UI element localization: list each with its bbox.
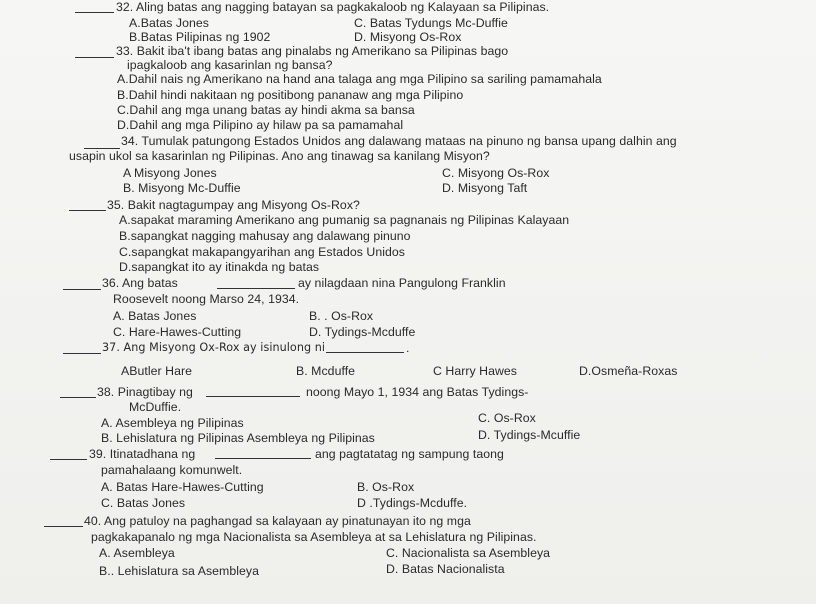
question-38-fill-blank[interactable] bbox=[206, 396, 300, 397]
question-36-choice-b: B. . Os-Rox bbox=[309, 309, 374, 323]
question-37-choice-c: C Harry Hawes bbox=[433, 364, 518, 378]
answer-blank-40[interactable] bbox=[44, 526, 83, 527]
question-34-stem: 34. Tumulak patungong Estados Unidos ang dalawang mataas na pinuno ng bansa upang dalhin ang bbox=[121, 134, 677, 148]
question-33-choice-d: D.Dahil ang mga Pilipino ay hilaw pa sa pamamahal bbox=[117, 118, 404, 132]
question-39-stem-post: ang pagtatatag ng sampung taong bbox=[315, 447, 504, 461]
question-32-choice-c: C. Batas Tydungs Mc-Duffie bbox=[354, 16, 508, 30]
question-33-stem-cont: ipagkaloob ang kasarinlan ng bansa? bbox=[127, 58, 333, 72]
question-35-choice-d: D.sapangkat ito ay itinakda ng batas bbox=[119, 260, 320, 274]
question-38-stem: 38. Pinagtibay ng bbox=[97, 385, 193, 399]
question-35-stem: 35. Bakit nagtagumpay ang Misyong Os-Rox? bbox=[107, 198, 360, 212]
question-38-choice-d: D. Tydings-Mcuffie bbox=[478, 428, 581, 442]
question-39-stem-cont: pamahalaang komunwelt. bbox=[101, 463, 243, 477]
question-34-choice-d: D. Misyong Taft bbox=[442, 181, 528, 195]
answer-blank-36[interactable] bbox=[63, 289, 101, 290]
question-37-choice-a: AButler Hare bbox=[121, 364, 192, 378]
question-36-choice-d: D. Tydings-Mcduffe bbox=[309, 325, 416, 339]
answer-blank-35[interactable] bbox=[69, 210, 106, 211]
question-37-choice-b: B. Mcduffe bbox=[296, 364, 356, 378]
question-39-choice-a: A. Batas Hare-Hawes-Cutting bbox=[101, 480, 264, 494]
question-34-choice-a: A Misyong Jones bbox=[123, 166, 217, 180]
answer-blank-38[interactable] bbox=[60, 397, 96, 398]
question-40-choice-c: C. Nacionalista sa Asembleya bbox=[386, 546, 551, 560]
question-39-choice-b: B. Os-Rox bbox=[357, 480, 415, 494]
question-34-choice-c: C. Misyong Os-Rox bbox=[442, 166, 550, 180]
question-32-choice-a: A.Batas Jones bbox=[129, 16, 209, 30]
question-38-choice-c: C. Os-Rox bbox=[478, 411, 536, 425]
question-38-choice-b: B. Lehislatura ng Pilipinas Asembleya ng Pilipinas bbox=[101, 431, 375, 445]
question-32-choice-b: B.Batas Pilipinas ng 1902 bbox=[129, 30, 271, 44]
question-39-stem: 39. Itinatadhana ng bbox=[89, 447, 196, 461]
question-36-stem-cont: Roosevelt noong Marso 24, 1934. bbox=[113, 292, 300, 306]
question-36-stem-post: ay nilagdaan nina Pangulong Franklin bbox=[298, 276, 506, 290]
question-36-fill-blank[interactable] bbox=[217, 288, 295, 289]
question-40-stem-cont: pagkakapanalo ng mga Nacionalista sa Asembleya at sa Lehislatura ng Pilipinas. bbox=[91, 530, 537, 544]
question-38-stem-post: noong Mayo 1, 1934 ang Batas Tydings- bbox=[306, 385, 529, 399]
question-36-stem: 36. Ang batas bbox=[102, 276, 178, 290]
question-35-choice-a: A.sapakat maraming Amerikano ang pumanig sa pagnanais ng Pilipinas Kalayaan bbox=[119, 213, 570, 227]
question-36-choice-c: C. Hare-Hawes-Cutting bbox=[113, 325, 242, 339]
question-40-choice-b: B.. Lehislatura sa Asembleya bbox=[99, 564, 259, 578]
question-35-choice-c: C.sapangkat makapangyarihan ang Estados Unidos bbox=[119, 245, 405, 259]
question-37-fill-blank[interactable] bbox=[326, 352, 404, 353]
question-34-choice-b: B. Misyong Mc-Duffie bbox=[123, 181, 241, 195]
question-39-choice-d: D .Tydings-Mcduffe. bbox=[357, 496, 468, 510]
question-35-choice-b: B.sapangkat nagging mahusay ang dalawang pinuno bbox=[119, 229, 411, 243]
question-32-choice-d: D. Misyong Os-Rox bbox=[354, 30, 462, 44]
question-37-stem-end: . bbox=[406, 341, 410, 355]
question-33-choice-c: C.Dahil ang mga unang batas ay hindi akma sa bansa bbox=[117, 103, 415, 117]
question-40-choice-a: A. Asembleya bbox=[99, 546, 175, 560]
answer-blank-39[interactable] bbox=[50, 459, 87, 460]
question-33-choice-b: B.Dahil hindi nakitaan ng positibong pananaw ang mga Pilipino bbox=[117, 88, 464, 102]
answer-blank-32[interactable] bbox=[75, 12, 114, 13]
question-37-choice-d: D.Osmeña-Roxas bbox=[579, 364, 678, 378]
question-38-stem-cont: McDuffie. bbox=[129, 400, 182, 414]
question-38-choice-a: A. Asembleya ng Pilipinas bbox=[101, 416, 244, 430]
question-32-stem: 32. Aling batas ang nagging batayan sa pagkakaloob ng Kalayaan sa Pilipinas. bbox=[116, 0, 550, 14]
question-39-fill-blank[interactable] bbox=[215, 458, 311, 459]
question-40-choice-d: D. Batas Nacionalista bbox=[386, 562, 505, 576]
question-33-choice-a: A.Dahil nais ng Amerikano na hand ana talaga ang mga Pilipino sa sariling pamamahala bbox=[117, 72, 602, 86]
question-34-stem-cont: usapin ukol sa kasarinlan ng Pilipinas. Ano ang tinawag sa kanilang Misyon? bbox=[69, 149, 490, 163]
question-37-stem: 37. Ang Misyong Ox-Rox ay isinulong ni bbox=[102, 341, 326, 354]
answer-blank-37[interactable] bbox=[63, 353, 101, 354]
question-36-choice-a: A. Batas Jones bbox=[113, 309, 197, 323]
question-39-choice-c: C. Batas Jones bbox=[101, 496, 186, 510]
question-40-stem: 40. Ang patuloy na paghangad sa kalayaan ay pinatunayan ito ng mga bbox=[84, 514, 471, 528]
question-33-stem: 33. Bakit iba't ibang batas ang pinalabs ng Amerikano sa Pilipinas bago bbox=[116, 44, 509, 58]
answer-blank-33[interactable] bbox=[75, 57, 114, 58]
